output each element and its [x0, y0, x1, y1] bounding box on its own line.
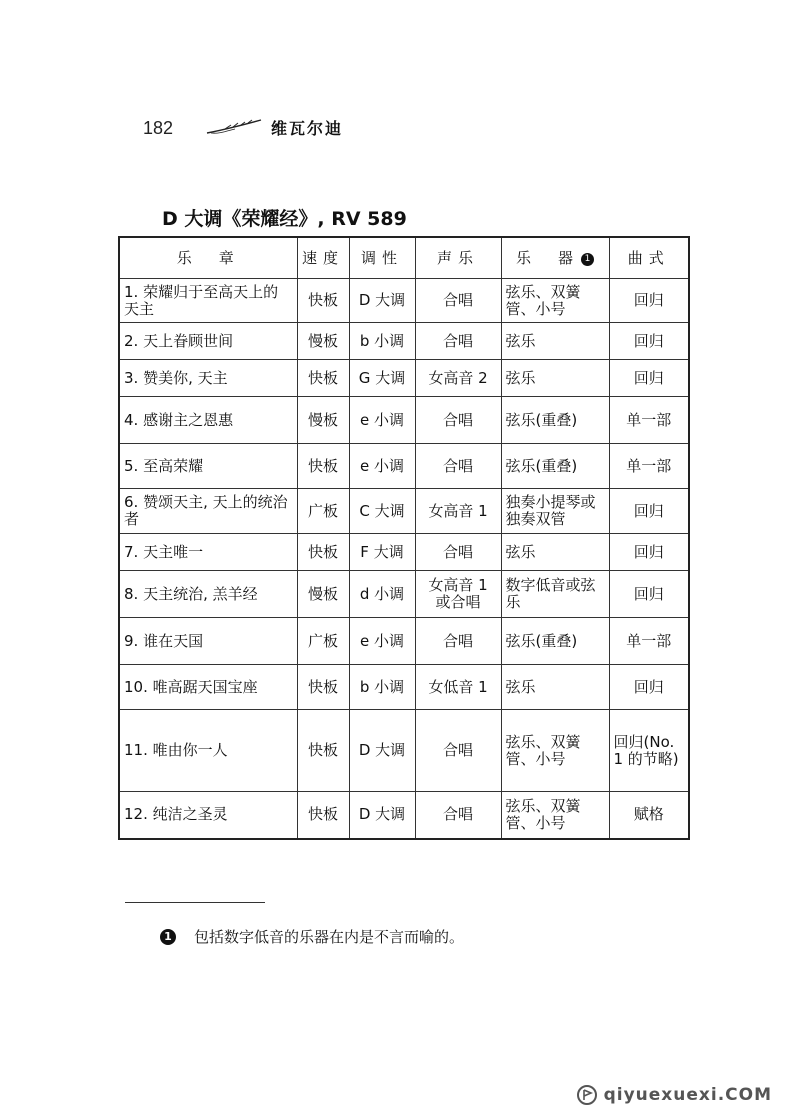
- cell-form: 回归(No. 1 的节略): [609, 710, 689, 792]
- cell-instruments: 弦乐、双簧管、小号: [501, 792, 609, 839]
- cell-tempo: 慢板: [297, 323, 349, 360]
- cell-movement: 4. 感谢主之恩惠: [119, 397, 297, 444]
- cell-movement: 10. 唯高踞天国宝座: [119, 665, 297, 710]
- cell-tempo: 快板: [297, 444, 349, 489]
- watermark: [576, 1084, 772, 1106]
- watermark-text: qiyuexuexi.COM: [603, 1085, 772, 1105]
- cell-instruments: 弦乐、双簧管、小号: [501, 279, 609, 323]
- cell-form: 赋格: [609, 792, 689, 839]
- cell-tempo: 快板: [297, 665, 349, 710]
- cell-tempo: 慢板: [297, 397, 349, 444]
- cell-instruments: 弦乐: [501, 534, 609, 571]
- cell-voices: 女高音 2: [415, 360, 501, 397]
- cell-form: 回归: [609, 360, 689, 397]
- table-row: [119, 444, 689, 489]
- table-row: [119, 279, 689, 323]
- movements-table: [118, 236, 690, 840]
- cell-instruments: 弦乐: [501, 665, 609, 710]
- cell-key: e 小调: [349, 444, 415, 489]
- cell-movement: 7. 天主唯一: [119, 534, 297, 571]
- cell-voices: 合唱: [415, 323, 501, 360]
- footnote-ref-marker: 1: [581, 253, 594, 266]
- table-row: [119, 571, 689, 618]
- column-header-instruments: [501, 237, 609, 279]
- cell-form: 回归: [609, 665, 689, 710]
- cell-form: 回归: [609, 323, 689, 360]
- cell-tempo: 快板: [297, 710, 349, 792]
- cell-key: D 大调: [349, 792, 415, 839]
- cell-voices: 合唱: [415, 534, 501, 571]
- cell-voices: 合唱: [415, 279, 501, 323]
- cell-voices: 合唱: [415, 792, 501, 839]
- cell-key: D 大调: [349, 279, 415, 323]
- cell-form: 回归: [609, 534, 689, 571]
- cell-voices: 女高音 1 或合唱: [415, 571, 501, 618]
- cell-instruments: 弦乐(重叠): [501, 444, 609, 489]
- watermark-logo-icon: [576, 1084, 598, 1106]
- footnote-divider: [125, 902, 265, 903]
- table-row: [119, 489, 689, 534]
- cell-key: D 大调: [349, 710, 415, 792]
- running-title: 维瓦尔迪: [271, 119, 344, 138]
- instruments-header-label: 乐 器: [515, 248, 579, 267]
- cell-instruments: 弦乐、双簧管、小号: [501, 710, 609, 792]
- cell-form: 单一部: [609, 618, 689, 665]
- cell-voices: 女高音 1: [415, 489, 501, 534]
- cell-movement: 11. 唯由你一人: [119, 710, 297, 792]
- cell-movement: 3. 赞美你, 天主: [119, 360, 297, 397]
- cell-movement: 2. 天上眷顾世间: [119, 323, 297, 360]
- section-title: D 大调《荣耀经》, RV 589: [162, 208, 407, 230]
- cell-key: e 小调: [349, 397, 415, 444]
- table-row: [119, 360, 689, 397]
- cell-form: 单一部: [609, 444, 689, 489]
- cell-tempo: 广板: [297, 618, 349, 665]
- cell-tempo: 快板: [297, 360, 349, 397]
- cell-instruments: 独奏小提琴或独奏双管: [501, 489, 609, 534]
- cell-tempo: 广板: [297, 489, 349, 534]
- cell-voices: 合唱: [415, 444, 501, 489]
- column-header-form: 曲式: [609, 237, 689, 279]
- table-row: [119, 792, 689, 839]
- column-header-key: 调性: [349, 237, 415, 279]
- footnote-marker: 1: [160, 929, 176, 945]
- quill-ornament-icon: [205, 118, 263, 136]
- cell-voices: 合唱: [415, 710, 501, 792]
- cell-key: C 大调: [349, 489, 415, 534]
- cell-key: b 小调: [349, 323, 415, 360]
- cell-key: b 小调: [349, 665, 415, 710]
- table-row: [119, 710, 689, 792]
- page-header: [143, 114, 344, 142]
- cell-tempo: 快板: [297, 279, 349, 323]
- cell-form: 回归: [609, 489, 689, 534]
- cell-voices: 合唱: [415, 618, 501, 665]
- cell-instruments: 弦乐(重叠): [501, 397, 609, 444]
- table-row: [119, 534, 689, 571]
- table-row: [119, 397, 689, 444]
- table-row: [119, 618, 689, 665]
- cell-movement: 8. 天主统治, 羔羊经: [119, 571, 297, 618]
- cell-instruments: 弦乐(重叠): [501, 618, 609, 665]
- cell-key: d 小调: [349, 571, 415, 618]
- cell-form: 回归: [609, 279, 689, 323]
- cell-movement: 12. 纯洁之圣灵: [119, 792, 297, 839]
- page-number: 182: [143, 117, 174, 138]
- cell-tempo: 快板: [297, 534, 349, 571]
- cell-instruments: 弦乐: [501, 323, 609, 360]
- cell-movement: 9. 谁在天国: [119, 618, 297, 665]
- footnote-text: 包括数字低音的乐器在内是不言而喻的。: [194, 928, 465, 946]
- cell-voices: 合唱: [415, 397, 501, 444]
- cell-key: F 大调: [349, 534, 415, 571]
- column-header-voices: 声乐: [415, 237, 501, 279]
- cell-form: 回归: [609, 571, 689, 618]
- cell-instruments: 数字低音或弦乐: [501, 571, 609, 618]
- cell-movement: 6. 赞颂天主, 天上的统治者: [119, 489, 297, 534]
- cell-tempo: 慢板: [297, 571, 349, 618]
- cell-movement: 5. 至高荣耀: [119, 444, 297, 489]
- cell-instruments: 弦乐: [501, 360, 609, 397]
- footnote: [160, 926, 464, 947]
- cell-key: G 大调: [349, 360, 415, 397]
- cell-key: e 小调: [349, 618, 415, 665]
- column-header-tempo: 速度: [297, 237, 349, 279]
- column-header-movement: 乐 章: [119, 237, 297, 279]
- table-header-row: [119, 237, 689, 279]
- cell-voices: 女低音 1: [415, 665, 501, 710]
- cell-form: 单一部: [609, 397, 689, 444]
- table-row: [119, 323, 689, 360]
- cell-tempo: 快板: [297, 792, 349, 839]
- cell-movement: 1. 荣耀归于至高天上的天主: [119, 279, 297, 323]
- table-row: [119, 665, 689, 710]
